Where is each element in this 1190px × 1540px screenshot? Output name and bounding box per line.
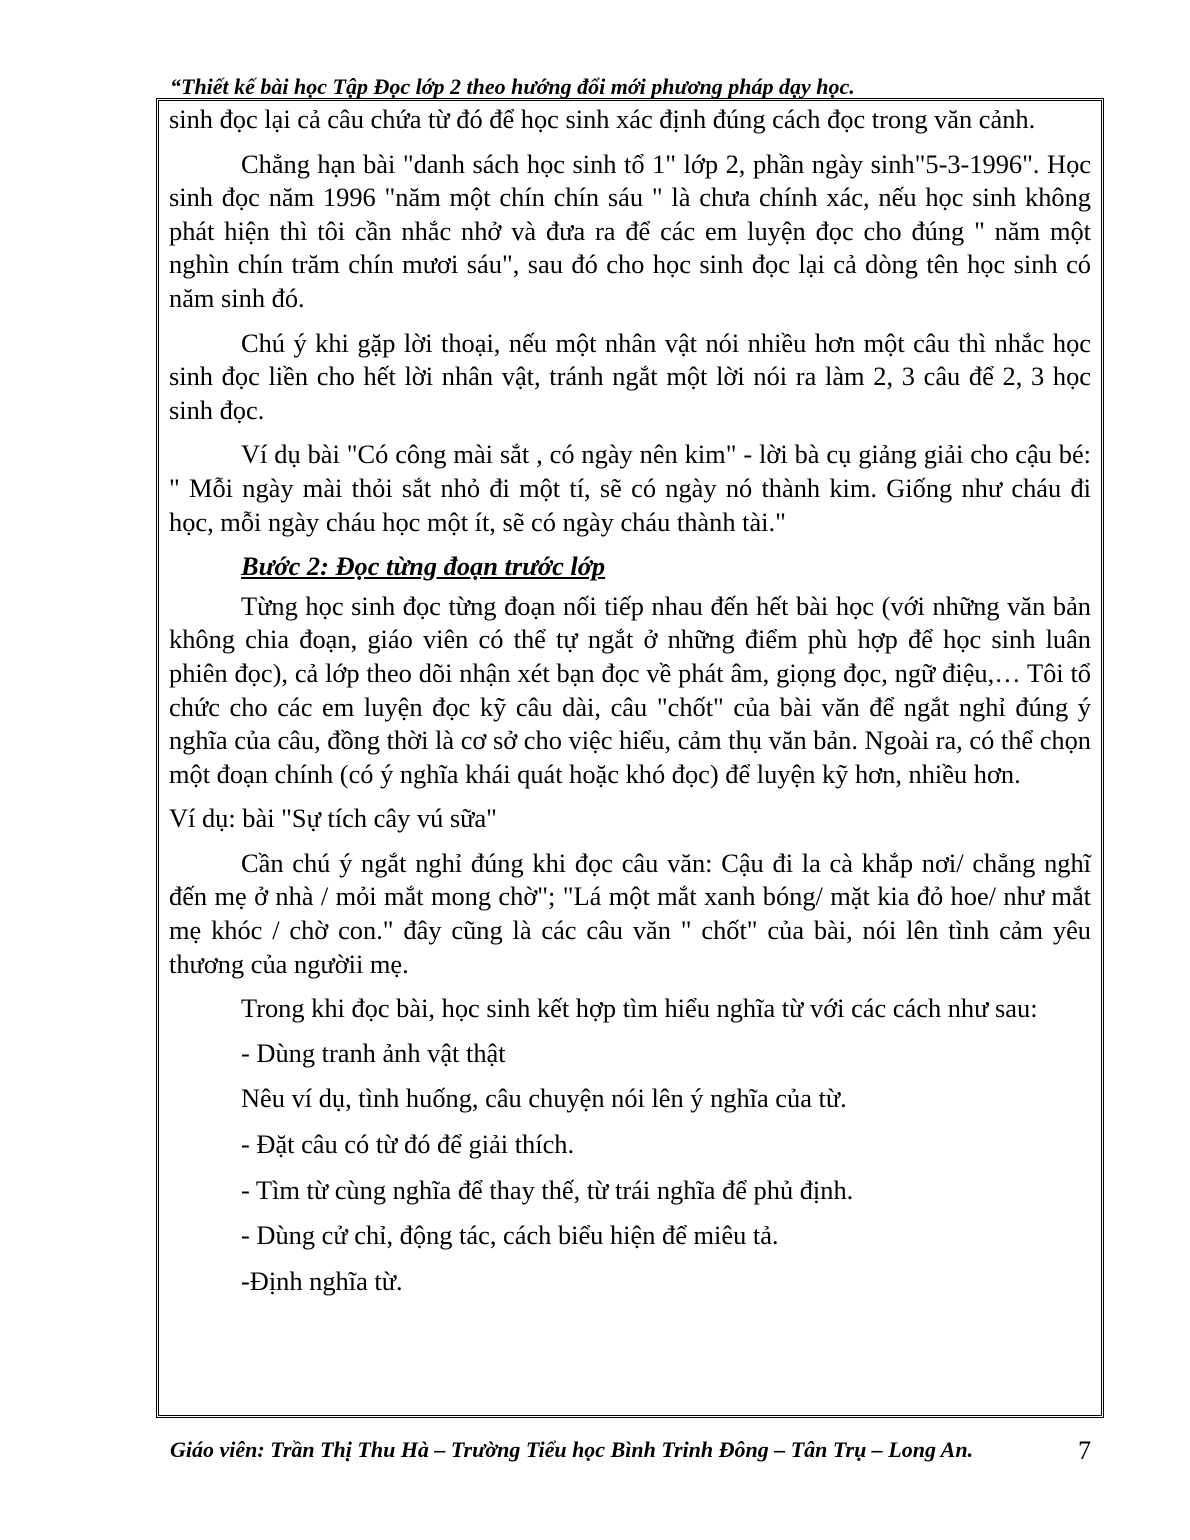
paragraph-word-meaning-intro: Trong khi đọc bài, học sinh kết hợp tìm hiểu nghĩa từ với các cách như sau: — [241, 993, 1038, 1024]
list-item: - Dùng cử chỉ, động tác, cách biểu hiện để miêu tả. — [241, 1220, 779, 1251]
page-number: 7 — [1078, 1436, 1091, 1465]
list-item: -Định nghĩa từ. — [241, 1265, 403, 1296]
section-heading-step-2: Bước 2: Đọc từng đoạn trước lớp — [241, 551, 606, 582]
paragraph-example-birthdate: Chẳng hạn bài "danh sách học sinh tổ 1" lớp 2, phần ngày sinh"5-3-1996". Học sinh đọc năm 1996 "năm một chín chín sáu " là chưa chính xác, nếu học sinh không phát hiện thì tôi cần nhắc nhở và đưa ra để các em luyện đọc cho đúng " năm một nghìn chín trăm chín mươi sáu", sau đó cho học sinh đọc lại cả dòng tên học sinh có năm sinh đó. — [169, 148, 1091, 313]
page-footer: Giáo viên: Trần Thị Thu Hà – Trường Tiểu học Bình Trinh Đông – Tân Trụ – Long An. — [170, 1437, 974, 1462]
list-item: - Dùng tranh ảnh vật thật — [241, 1037, 506, 1068]
paragraph-step-2-description: Từng học sinh đọc từng đoạn nối tiếp nhau đến hết bài học (với những văn bản không chia đoạn, giáo viên có thể tự ngắt ở những điểm phù hợp để học sinh luân phiên đọc), cả lớp theo dõi nhận xét bạn đọc về phát âm, giọng đọc, ngữ điệu,… Tôi tổ chức cho các em luyện đọc kỹ câu dài, câu "chốt" của bài văn để ngắt nghỉ đúng ý nghĩa của câu, đồng thời là cơ sở cho việc hiểu, cảm thụ văn bản. Ngoài ra, có thể chọn một đoạn chính (có ý nghĩa khái quát hoặc khó đọc) để luyện kỹ hơn, nhiều hơn. — [169, 590, 1091, 789]
document-body — [169, 103, 1091, 1310]
list-item: - Đặt câu có từ đó để giải thích. — [241, 1129, 575, 1160]
paragraph-pause-guidance: Cần chú ý ngắt nghỉ đúng khi đọc câu văn: Cậu đi la cà khắp nơi/ chẳng nghĩ đến mẹ ở nhà / mỏi mắt mong chờ"; "Lá một mắt xanh bóng/ mặt kia đỏ hoe/ như mắt mẹ khóc / chờ con." đây cũng là các câu văn " chốt" của bài, nói lên tình cảm yêu thương của ngườii mẹ. — [169, 847, 1091, 979]
page-header: “Thiết kế bài học Tập Đọc lớp 2 theo hướng đổi mới phương pháp dạy học. — [170, 74, 855, 99]
content-frame — [156, 98, 1104, 1418]
list-item: Nêu ví dụ, tình huống, câu chuyện nói lên ý nghĩa của từ. — [241, 1083, 847, 1114]
paragraph-dialogue-note: Chú ý khi gặp lời thoại, nếu một nhân vật nói nhiều hơn một câu thì nhắc học sinh đọc liền cho hết lời nhân vật, tránh ngắt một lời nói ra làm 2, 3 câu để 2, 3 học sinh đọc. — [169, 327, 1091, 425]
paragraph-example-vu-sua: Ví dụ: bài "Sự tích cây vú sữa" — [169, 803, 497, 834]
paragraph-example-kim: Ví dụ bài "Có công mài sắt , có ngày nên kim" - lời bà cụ giảng giải cho cậu bé: " Mỗi ngày mài thỏi sắt nhỏ đi một tí, sẽ có ngày nó thành kim. Giống như cháu đi học, mỗi ngày cháu học một ít, sẽ có ngày cháu thành tài." — [169, 439, 1091, 537]
list-item: - Tìm từ cùng nghĩa để thay thế, từ trái nghĩa để phủ định. — [241, 1174, 854, 1205]
paragraph-continuation: sinh đọc lại cả câu chứa từ đó để học sinh xác định đúng cách đọc trong văn cảnh. — [169, 104, 1036, 134]
